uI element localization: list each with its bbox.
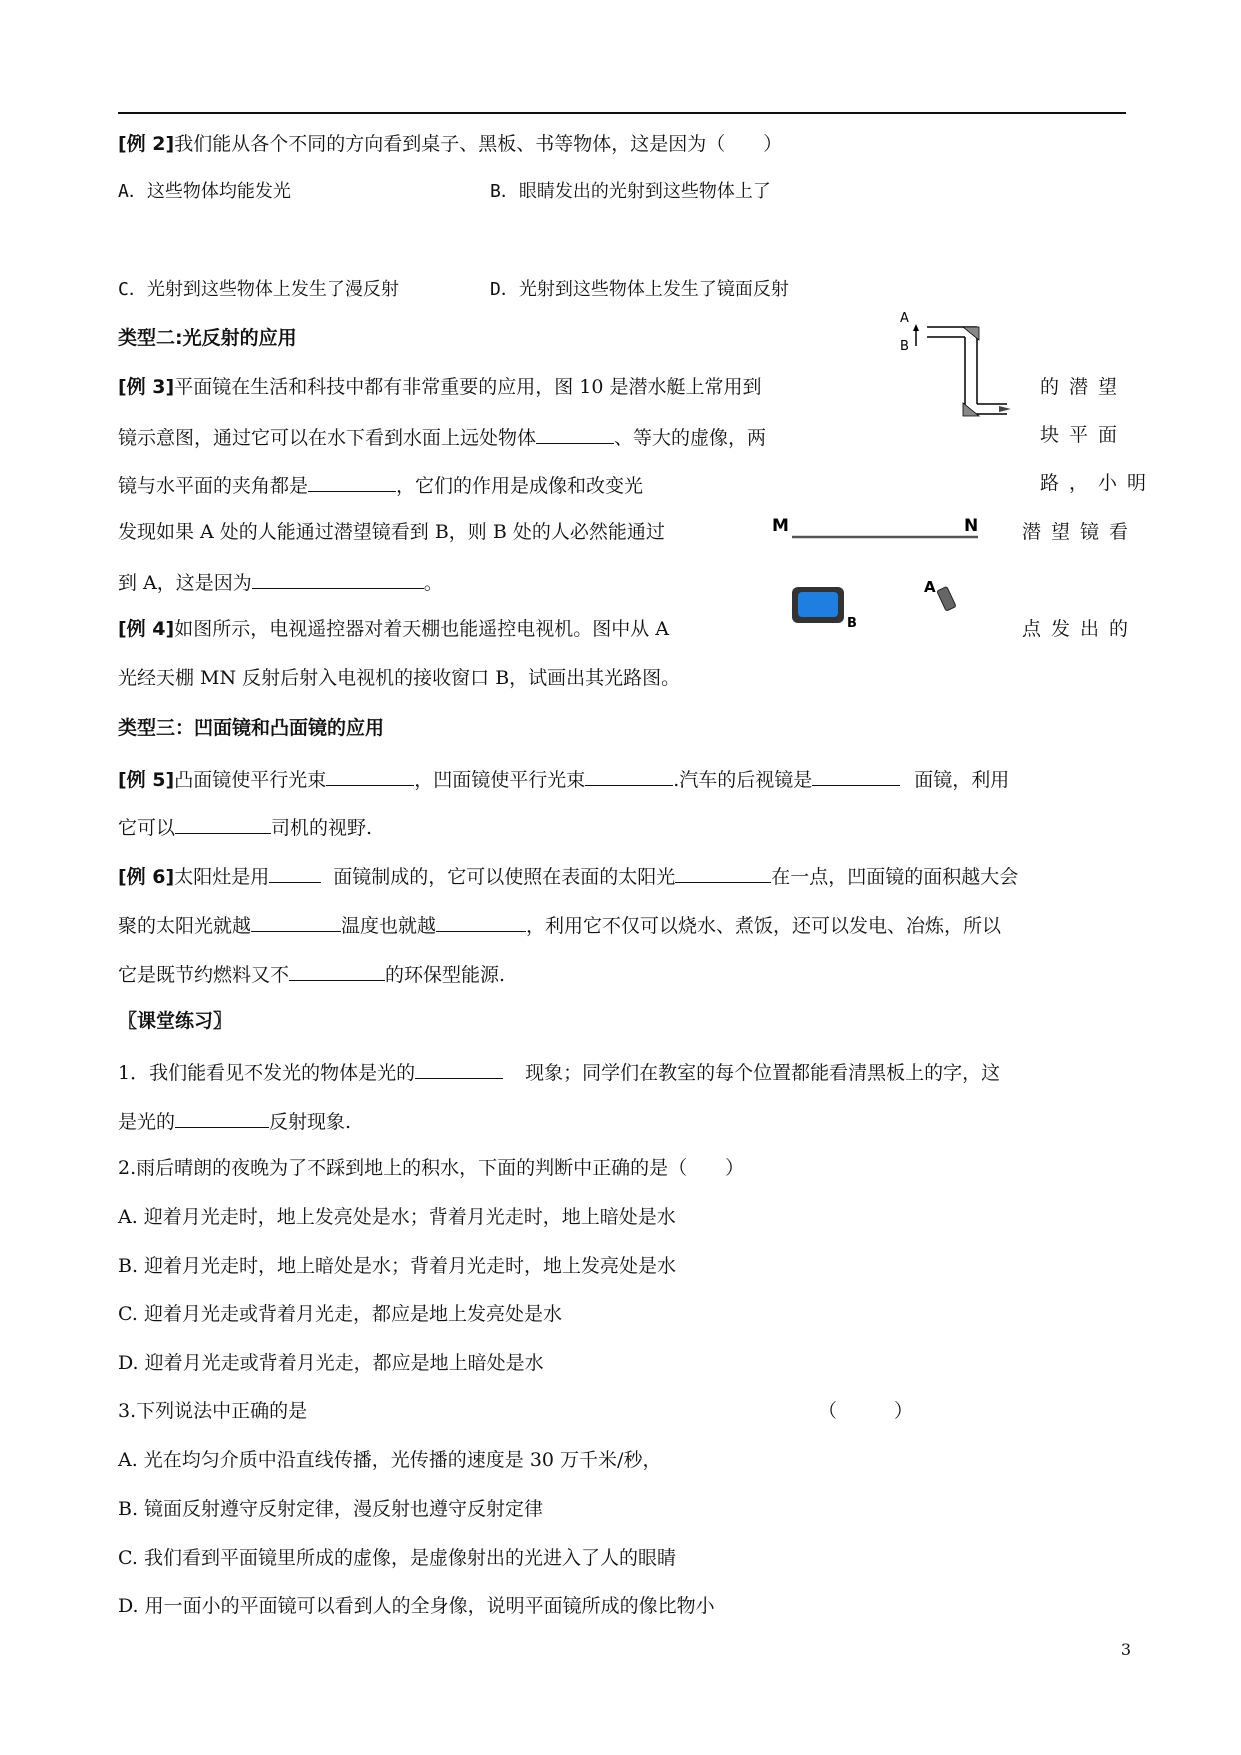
ex4-line1 — [118, 617, 669, 641]
periscope-label-a: A — [900, 311, 909, 326]
ex3-text1: 平面镜在生活和科技中都有非常重要的应用，图 10 是潜水艇上常用到 — [174, 376, 762, 398]
ex6-text8: 的环保型能源. — [385, 964, 506, 986]
ex2-question: 我们能从各个不同的方向看到桌子、黑板、书等物体，这是因为（ ） — [174, 133, 783, 155]
ex5-text6: 司机的视野. — [271, 817, 373, 839]
ex2-option-b: B．眼睛发出的光射到这些物体上了 — [490, 181, 771, 202]
ex5-blank-1[interactable] — [326, 765, 414, 786]
ex3-text2b: 、等大的虚像，两 — [614, 427, 767, 449]
ex3-line2 — [118, 423, 766, 450]
q1-text-c: 是光的 — [118, 1111, 176, 1133]
ex3-line3 — [118, 471, 643, 498]
ex3-text2a: 镜示意图，通过它可以在水下看到水面上远处物体 — [118, 427, 537, 449]
tv-label-b: B — [847, 616, 857, 631]
ex3-line1 — [118, 375, 761, 399]
ex6-text7: 它是既节约燃料又不 — [118, 964, 290, 986]
practice-q3-option-b: B. 镜面反射遵守反射定律，漫反射也遵守反射定律 — [118, 1498, 544, 1520]
ex5-text2: ，凹面镜使平行光束 — [414, 769, 586, 791]
practice-q3-option-d: D. 用一面小的平面镜可以看到人的全身像，说明平面镜所成的像比物小 — [118, 1595, 715, 1617]
tv-label-m: M — [772, 516, 789, 536]
periscope-eye-arrow — [999, 406, 1011, 412]
ex5-blank-2[interactable] — [585, 765, 673, 786]
page-number: 3 — [1120, 1640, 1131, 1659]
ex4-line2: 光经天棚 MN 反射后射入电视机的接收窗口 B，试画出其光路图。 — [118, 667, 681, 689]
ex6-blank-4[interactable] — [436, 911, 526, 932]
ex3-text3a: 镜与水平面的夹角都是 — [118, 475, 309, 497]
ex6-text2: 面镜制成的，它可以使照在表面的太阳光 — [333, 866, 676, 888]
tv-remote-figure — [742, 505, 1007, 645]
ex2-label: [例 2] — [118, 133, 175, 155]
ex2-option-c: C．光射到这些物体上发生了漫反射 — [118, 279, 399, 300]
periscope-arrow-head — [913, 324, 919, 331]
ex5-line1 — [118, 765, 1009, 792]
ex3-right1: 的潜望 — [1040, 376, 1128, 398]
practice-q2-option-a: A. 迎着月光走时，地上发亮处是水；背着月光走时，地上暗处是水 — [118, 1206, 676, 1228]
ex3-text5a: 到 A，这是因为 — [118, 572, 252, 594]
ex3-line5 — [118, 568, 443, 595]
ex6-text3: 在一点，凹面镜的面积越大会 — [771, 866, 1019, 888]
ex6-blank-1[interactable] — [269, 862, 321, 883]
practice-q1-line1 — [118, 1058, 1000, 1085]
ex6-blank-5[interactable] — [289, 960, 385, 981]
type3-heading: 类型三：凹面镜和凸面镜的应用 — [118, 717, 385, 739]
ex4-text1: 如图所示，电视遥控器对着天棚也能遥控电视机。图中从 A — [174, 618, 669, 640]
ex4-right1: 点发出的 — [1022, 618, 1139, 640]
practice-q2-option-d: D. 迎着月光走或背着月光走，都应是地上暗处是水 — [118, 1352, 544, 1374]
ex5-blank-3[interactable] — [812, 765, 900, 786]
ex2-option-a: A．这些物体均能发光 — [118, 181, 291, 202]
remote-control — [937, 586, 956, 611]
periscope-bottom-mirror — [963, 403, 979, 416]
practice-q2-option-c: C. 迎着月光走或背着月光走，都应是地上发亮处是水 — [118, 1303, 562, 1325]
q1-text-b: 现象；同学们在教室的每个位置都能看清黑板上的字，这 — [525, 1062, 1001, 1084]
ex5-line2 — [118, 813, 372, 840]
ex6-text1: 太阳灶是用 — [174, 866, 270, 888]
ex5-text3: .汽车的后视镜是 — [673, 769, 813, 791]
ex3-text5b: 。 — [423, 572, 443, 594]
ex3-right2: 块平面 — [1040, 424, 1128, 446]
ex5-text5: 它可以 — [118, 817, 176, 839]
practice-q3-paren: （ ） — [818, 1400, 914, 1422]
ex3-line4: 发现如果 A 处的人能通过潜望镜看到 B，则 B 处的人必然能通过 — [118, 521, 665, 543]
ex5-text4: 面镜，利用 — [914, 769, 1010, 791]
ex5-blank-4[interactable] — [175, 813, 271, 834]
ex3-text3b: ，它们的作用是成像和改变光 — [396, 475, 644, 497]
ex6-text5: 温度也就越 — [341, 915, 437, 937]
practice-heading: 〖课堂练习〗 — [118, 1010, 233, 1032]
practice-q3-option-a: A. 光在均匀介质中沿直线传播，光传播的速度是 30 万千米/秒， — [118, 1449, 662, 1471]
periscope-figure — [895, 310, 1030, 430]
ex3-blank-reason[interactable] — [252, 568, 424, 589]
remote-label-a: A — [924, 578, 936, 596]
ex5-text1: 凸面镜使平行光束 — [174, 769, 327, 791]
tv-screen — [798, 592, 838, 617]
ex4-label: [例 4] — [118, 618, 175, 640]
q1-blank-2[interactable] — [175, 1107, 269, 1128]
q1-text-d: 反射现象. — [269, 1111, 352, 1133]
practice-q2: 2.雨后晴朗的夜晚为了不踩到地上的积水，下面的判断中正确的是（ ） — [118, 1157, 745, 1179]
ex6-line1 — [118, 862, 1018, 889]
ex6-text6: ，利用它不仅可以烧水、煮饭，还可以发电、冶炼，所以 — [526, 915, 1002, 937]
periscope-label-b: B — [900, 339, 909, 354]
ex2-question-line — [118, 132, 782, 156]
header-rule — [118, 112, 1126, 114]
ex6-label: [例 6] — [118, 866, 175, 888]
type2-heading: 类型二:光反射的应用 — [118, 327, 297, 349]
practice-q2-option-b: B. 迎着月光走时，地上暗处是水；背着月光走时，地上发亮处是水 — [118, 1255, 677, 1277]
q1-text-a: 1．我们能看见不发光的物体是光的 — [118, 1062, 416, 1084]
practice-q3: 3.下列说法中正确的是 — [118, 1400, 308, 1422]
ex3-blank-angle[interactable] — [308, 471, 396, 492]
ex6-blank-3[interactable] — [251, 911, 341, 932]
ex3-right4: 潜望镜看 — [1022, 521, 1139, 543]
ex3-right3: 路，小明 — [1040, 472, 1157, 494]
ex6-blank-2[interactable] — [675, 862, 771, 883]
tv-label-n: N — [964, 516, 979, 536]
ex6-line3 — [118, 960, 505, 987]
ex6-text4: 聚的太阳光就越 — [118, 915, 252, 937]
ex6-line2 — [118, 911, 1001, 938]
ex3-label: [例 3] — [118, 376, 175, 398]
q1-blank-1[interactable] — [415, 1058, 503, 1079]
ex2-option-d: D．光射到这些物体上发生了镜面反射 — [490, 279, 789, 300]
ex5-label: [例 5] — [118, 769, 175, 791]
practice-q3-option-c: C. 我们看到平面镜里所成的虚像，是虚像射出的光进入了人的眼睛 — [118, 1547, 676, 1569]
ex3-blank-image[interactable] — [536, 423, 614, 444]
practice-q1-line2 — [118, 1107, 351, 1134]
